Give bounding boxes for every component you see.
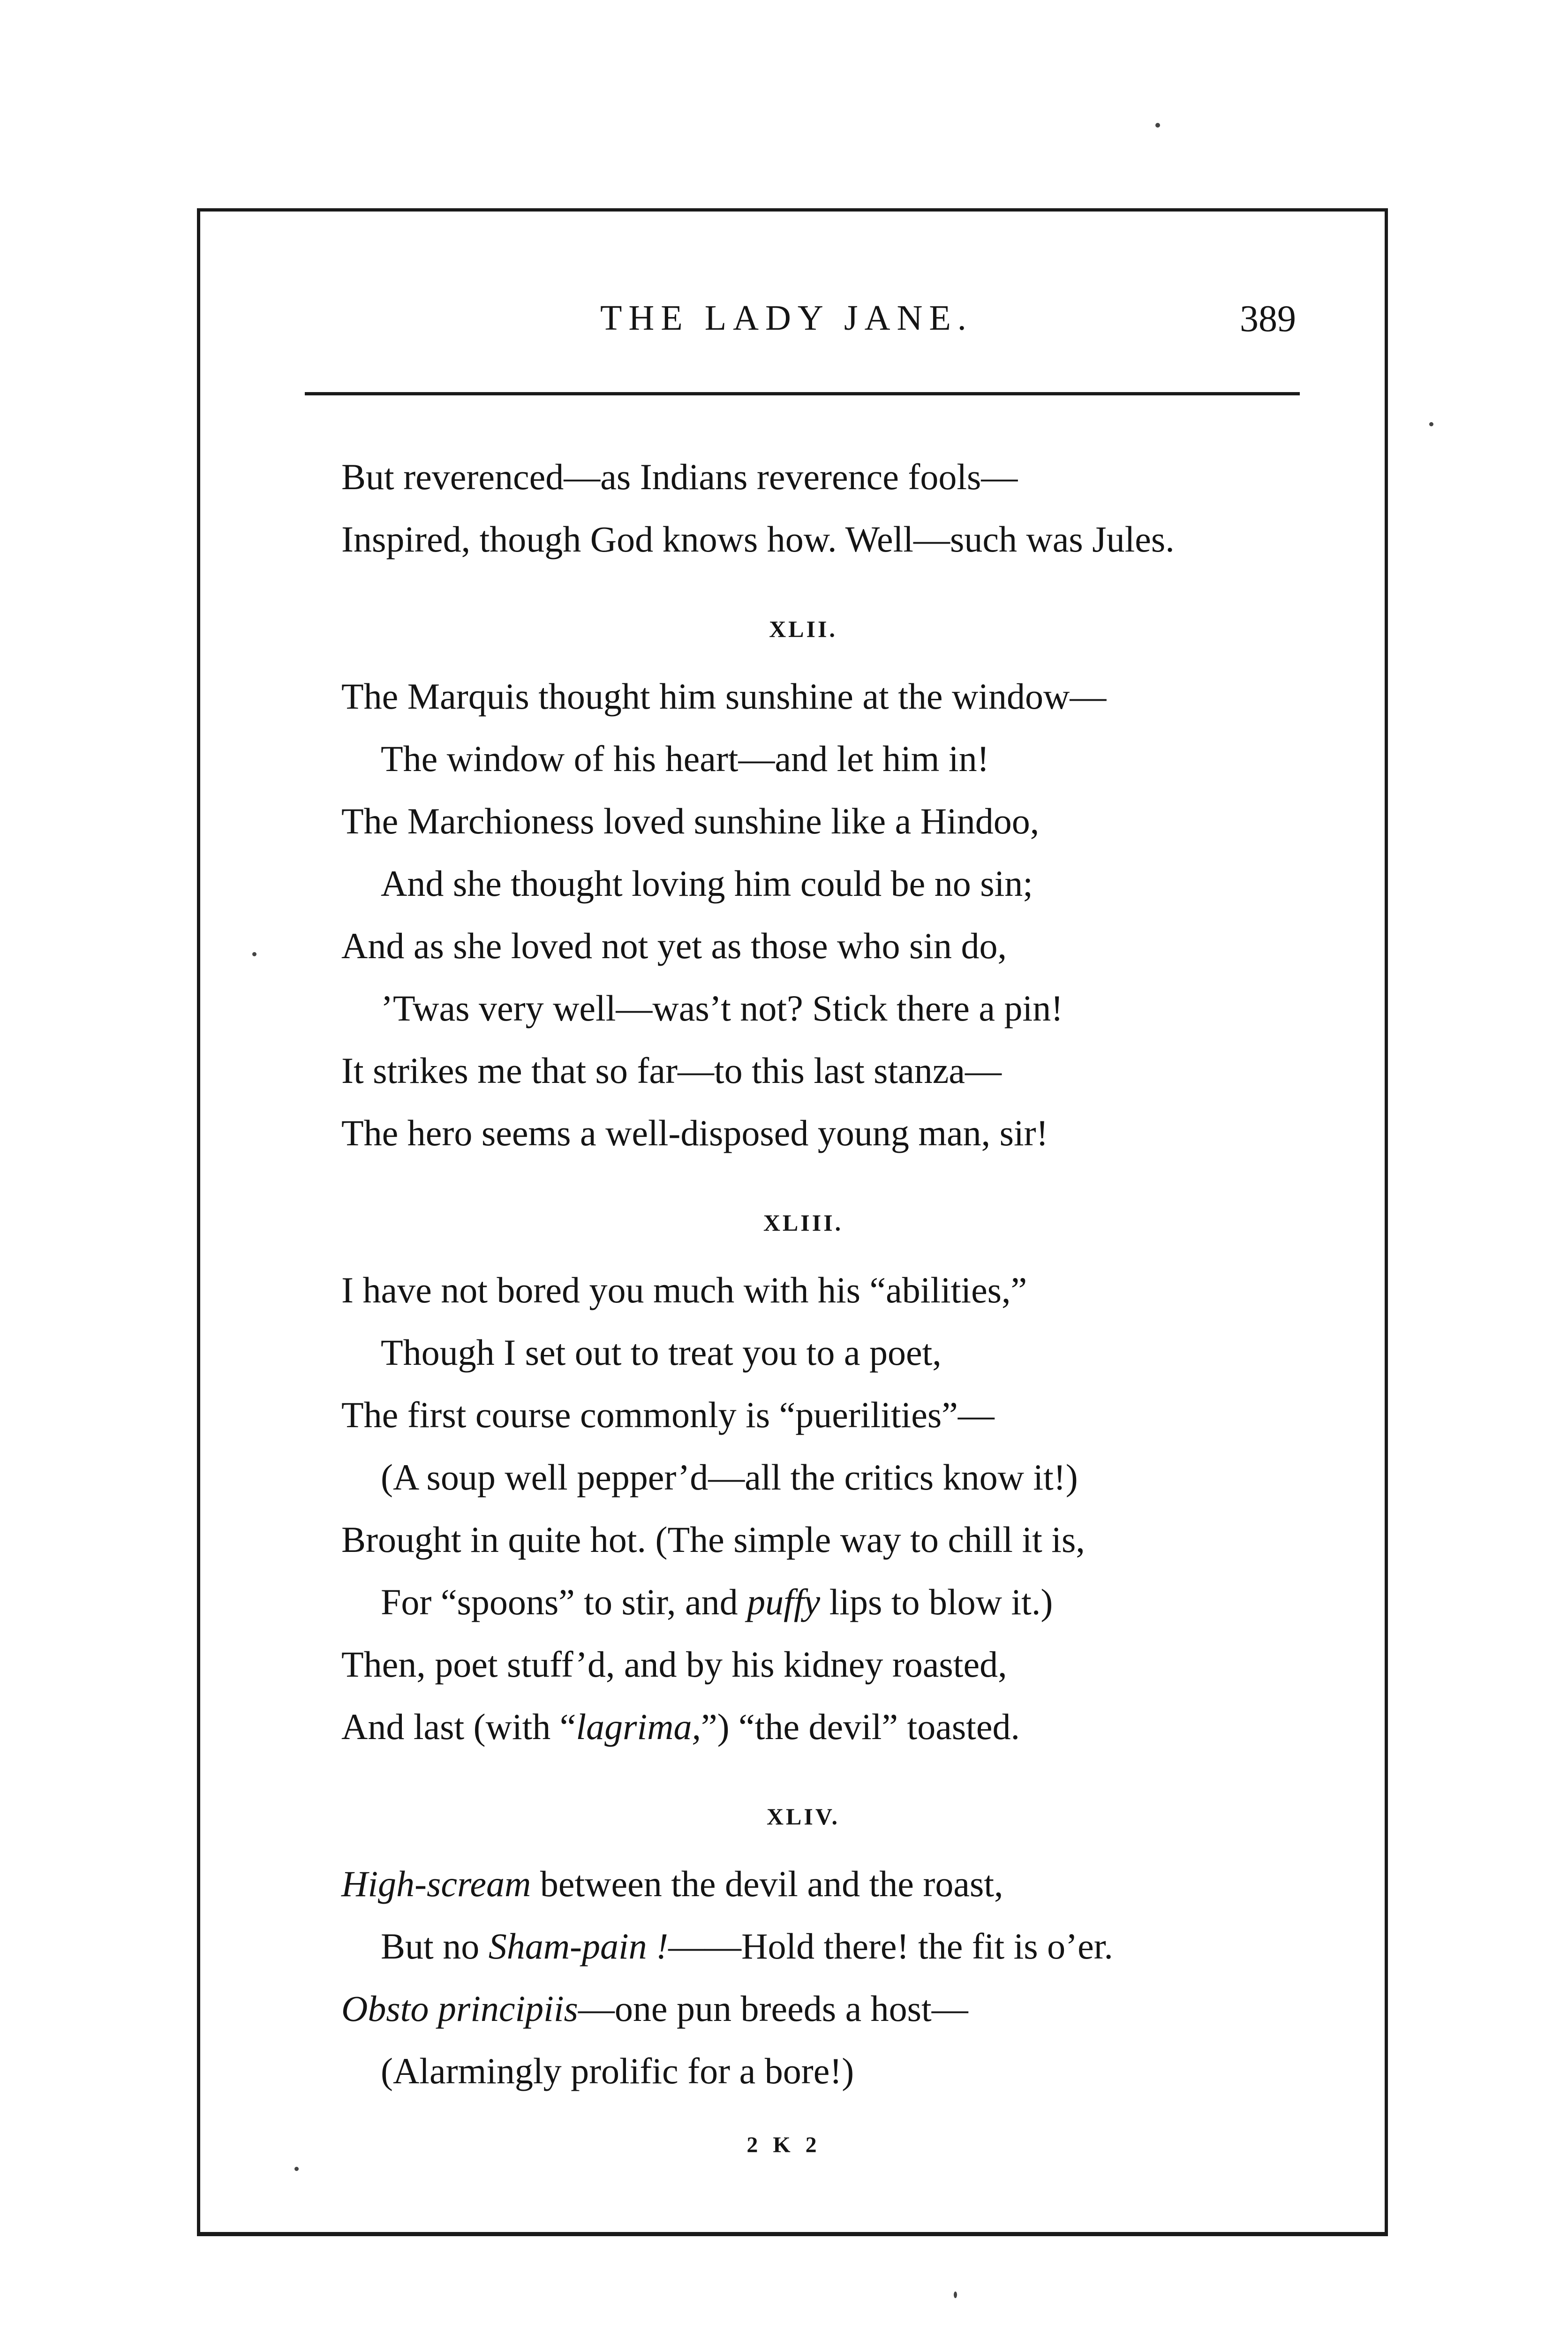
print-speck <box>252 952 256 956</box>
stanza <box>341 1758 1326 2102</box>
verse-line: Obsto principiis—one pun breeds a host— <box>341 1988 968 2029</box>
verse-line: And last (with “lagrima,”) “the devil” toasted. <box>341 1706 1020 1747</box>
verse-line: Inspired, though God knows how. Well—such was Jules. <box>341 519 1175 560</box>
italic-phrase: Obsto principiis <box>341 1988 578 2029</box>
verse-line: I have not bored you much with his “abilities,” <box>341 1270 1027 1310</box>
verse-line: And she thought loving him could be no sin; <box>381 863 1033 904</box>
italic-phrase: Sham-pain ! <box>488 1926 669 1967</box>
italic-phrase: lagrima, <box>576 1706 701 1747</box>
verse-line: But no Sham-pain !——Hold there! the fit is o’er. <box>381 1926 1113 1967</box>
verse-line: For “spoons” to stir, and puffy lips to blow it.) <box>381 1581 1053 1622</box>
print-speck <box>1155 123 1160 128</box>
verse-line: The hero seems a well-disposed young man, sir! <box>341 1112 1048 1153</box>
verse-line: Though I set out to treat you to a poet, <box>381 1332 942 1373</box>
verse-line: The Marchioness loved sunshine like a Hindoo, <box>341 801 1040 841</box>
print-speck <box>1429 422 1433 426</box>
verse-line: High-scream between the devil and the roast, <box>341 1863 1003 1904</box>
print-speck <box>954 2292 957 2298</box>
header-rule <box>305 392 1300 395</box>
stanza <box>341 1164 1326 1758</box>
verse-line: And as she loved not yet as those who sin do, <box>341 925 1007 966</box>
poem-text <box>341 446 1326 2102</box>
verse-line: Brought in quite hot. (The simple way to chill it is, <box>341 1519 1085 1560</box>
page-number: 389 <box>1240 298 1296 340</box>
italic-phrase: puffy <box>747 1581 821 1622</box>
verse-line: (Alarmingly prolific for a bore!) <box>381 2050 854 2091</box>
running-title: THE LADY JANE. <box>600 298 973 338</box>
verse-line: The window of his heart—and let him in! <box>381 738 989 779</box>
stanza-numeral: XLIV. <box>766 1803 840 1830</box>
print-speck <box>294 2167 299 2171</box>
stanza-numeral: XLIII. <box>763 1210 844 1236</box>
verse-line: The Marquis thought him sunshine at the window— <box>341 676 1107 717</box>
verse-line: (A soup well pepper’d—all the critics know it!) <box>381 1457 1078 1498</box>
stanza <box>341 446 1326 570</box>
verse-line: But reverenced—as Indians reverence fools— <box>341 456 1018 497</box>
verse-line: It strikes me that so far—to this last stanza— <box>341 1050 1002 1091</box>
italic-phrase: High-scream <box>341 1863 531 1904</box>
signature-mark: 2 K 2 <box>746 2133 822 2157</box>
stanza <box>341 570 1326 1164</box>
verse-line: The first course commonly is “puerilities”— <box>341 1394 995 1435</box>
verse-line: ’Twas very well—was’t not? Stick there a pin! <box>381 988 1063 1029</box>
stanza-numeral: XLII. <box>769 616 837 642</box>
verse-line: Then, poet stuff’d, and by his kidney roasted, <box>341 1644 1007 1685</box>
